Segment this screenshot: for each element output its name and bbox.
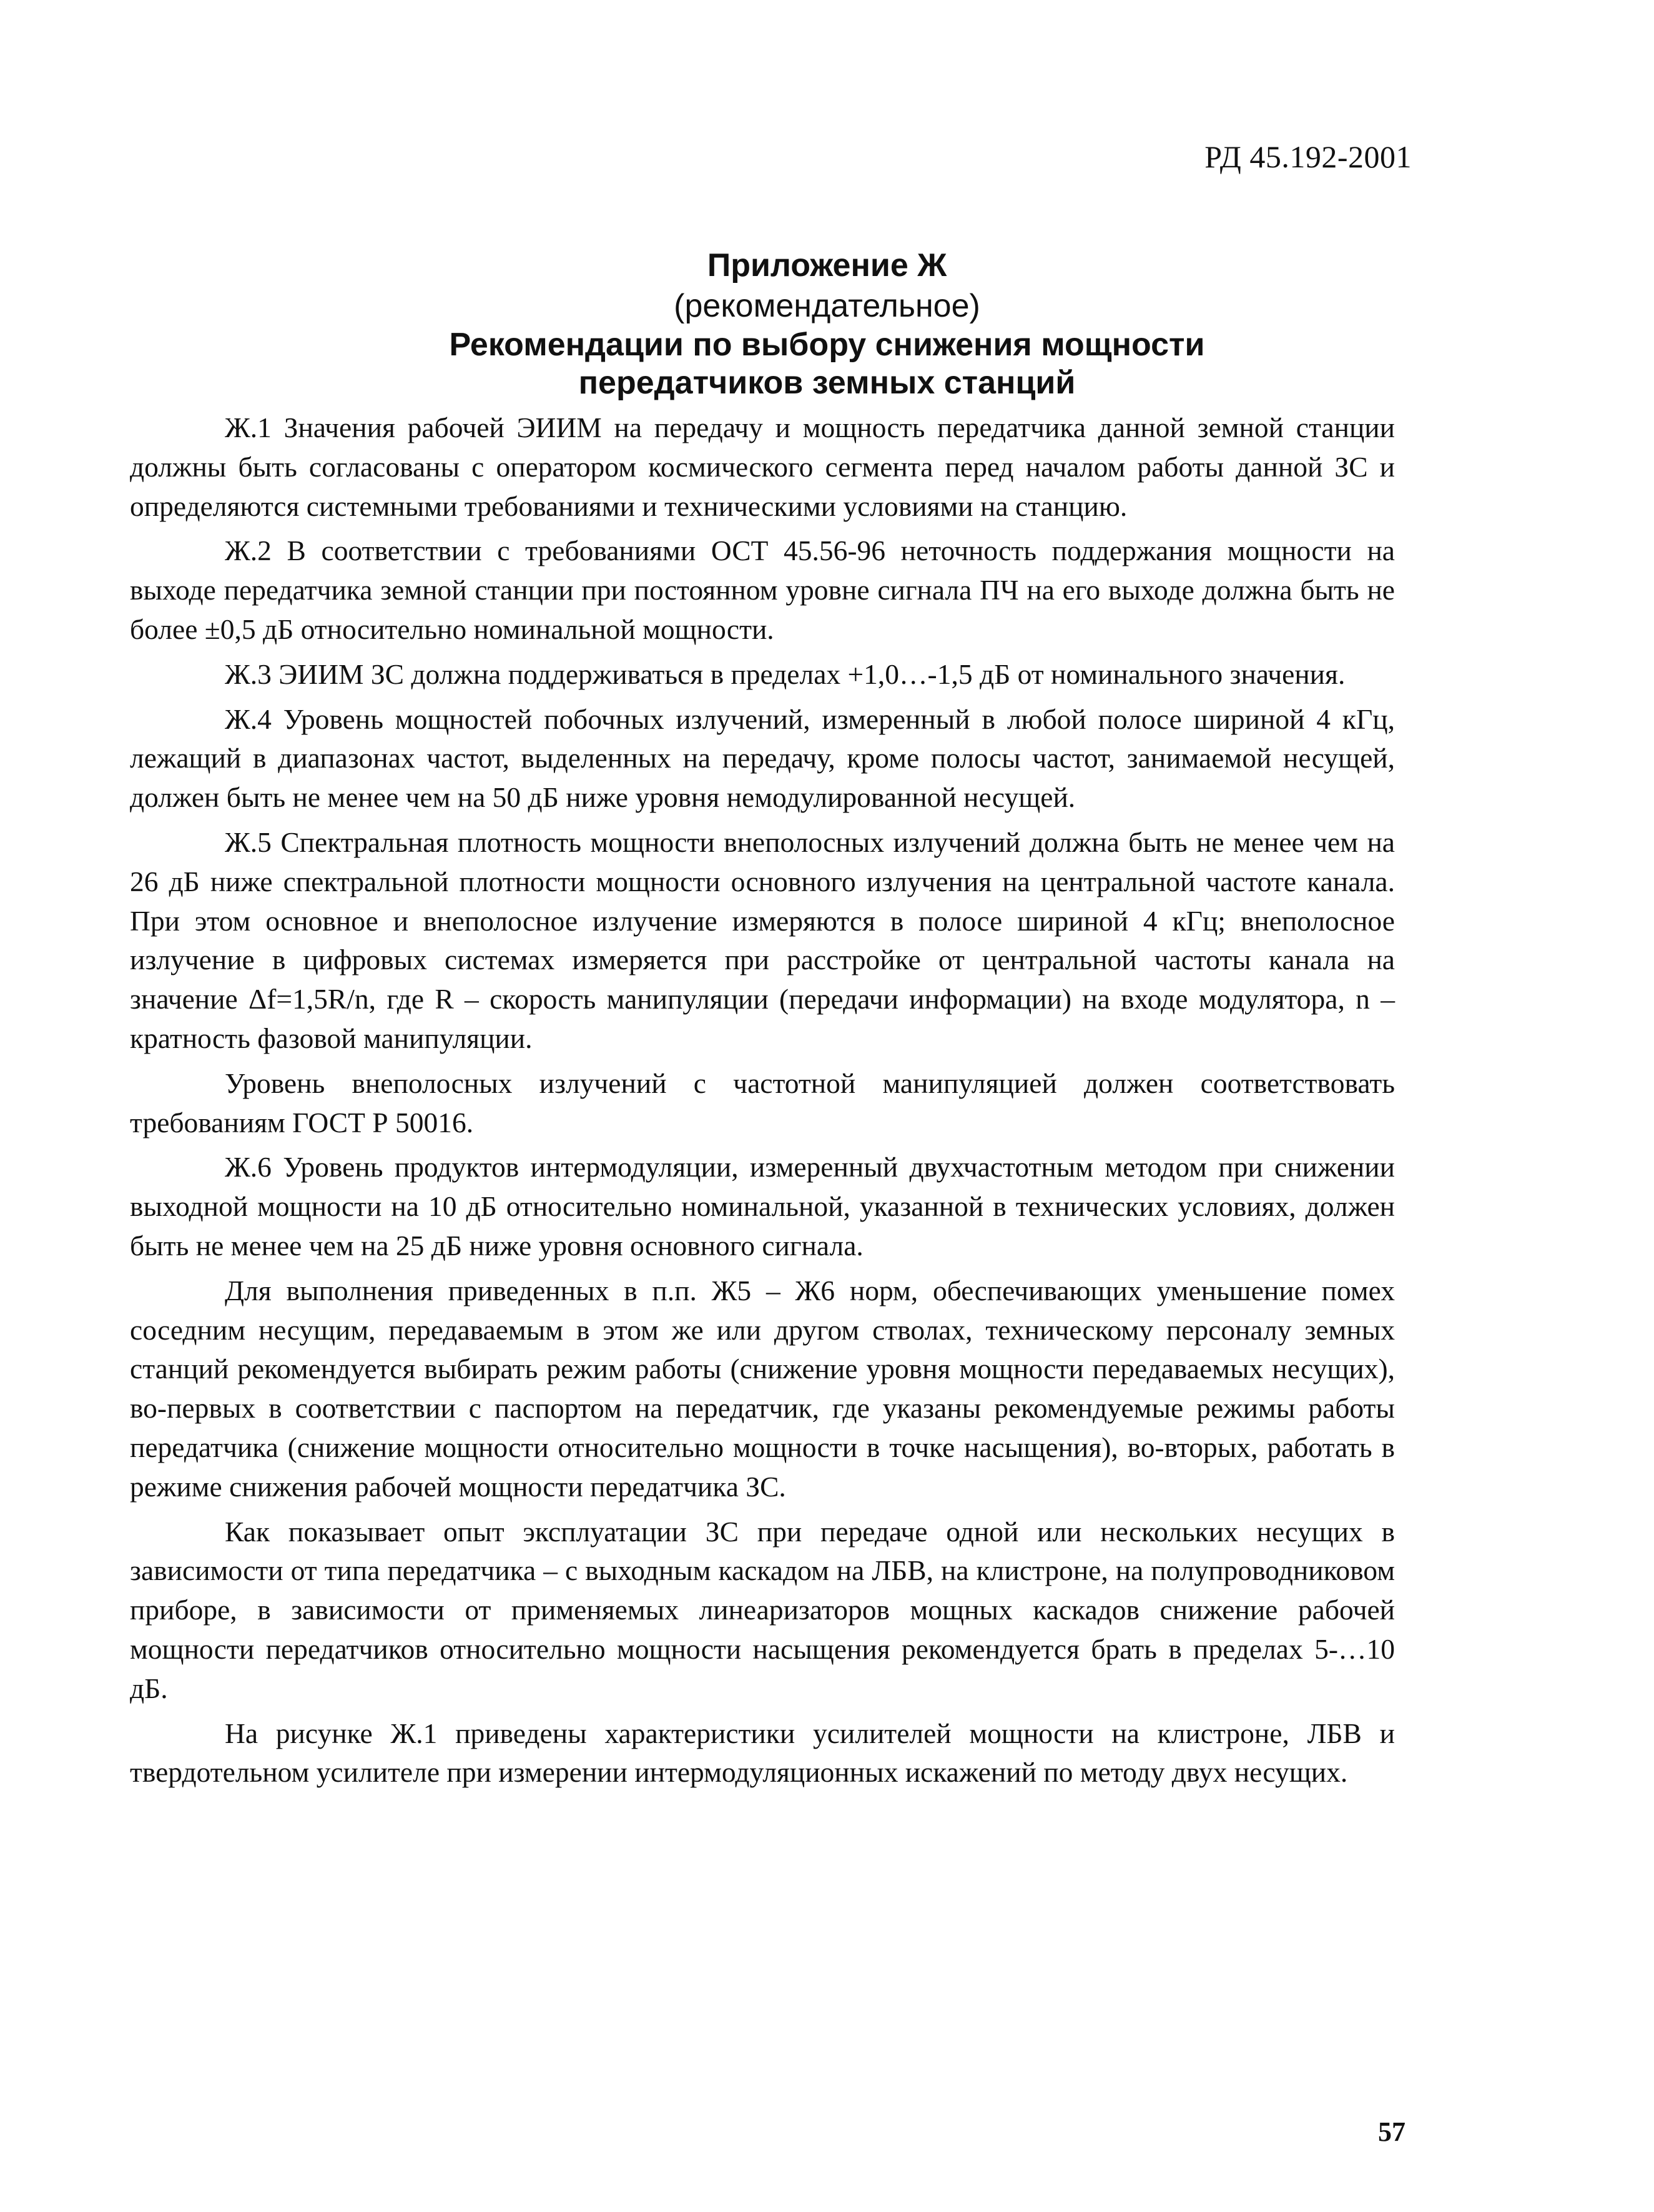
paragraph-zh4: Ж.4 Уровень мощностей побочных излучений, измеренный в любой полосе шириной 4 кГц, лежащий в диапазонах частот, выделенных на передачу, кроме полосы частот, занимаемой несущей, должен быть не менее чем на 50 дБ ниже уровня немодулированной несущей.	[130, 703, 1395, 814]
paragraph-out-of-band-level: Уровень внеполосных излучений с частотной манипуляцией должен соответствовать требованиям ГОСТ Р 50016.	[130, 1067, 1395, 1138]
appendix-title: Приложение Ж	[707, 247, 947, 284]
paragraph-zh5: Ж.5 Спектральная плотность мощности внеполосных излучений должна быть не менее чем на 26 дБ ниже спектральной плотности мощности основного излучения на центральной частоте канала. При этом основное и внеполосное излучение измеряются в полосе шириной 4 кГц; внеполосное излучение в цифровых системах измеряется при расстройке от центральной частоты канала на значение Δf=1,5R/n, где R – скорость манипуляции (передачи информации) на входе модулятора, n – кратность фазовой манипуляции.	[130, 826, 1395, 1054]
paragraph-zh6: Ж.6 Уровень продуктов интермодуляции, измеренный двухчастотным методом при снижении выходной мощности на 10 дБ относительно номинальной, указанной в технических условиях, должен быть не менее чем на 25 дБ ниже уровня основного сигнала.	[130, 1151, 1395, 1262]
appendix-subtitle-line2: передатчиков земных станций	[578, 365, 1076, 401]
page-number: 57	[1378, 2116, 1405, 2147]
paragraph-zh1: Ж.1 Значения рабочей ЭИИМ на передачу и мощность передатчика данной земной станции должны быть согласованы с оператором космического сегмента перед началом работы данной ЗС и определяются системными требованиями и техническими условиями на станцию.	[130, 412, 1395, 522]
body-text	[130, 408, 1395, 1798]
paragraph-zh3: Ж.3 ЭИИМ ЗС должна поддерживаться в пределах +1,0…-1,5 дБ от номинального значения.	[225, 658, 1346, 690]
paragraph-norms-recommendation: Для выполнения приведенных в п.п. Ж5 – Ж6 норм, обеспечивающих уменьшение помех соседним несущим, передаваемым в этом же или другом стволах, техническому персоналу земных станций рекомендуется выбирать режим работы (снижение уровня мощности передаваемых несущих), во-первых в соответствии с паспортом на передатчик, где указаны рекомендуемые режимы работы передатчика (снижение мощности относительно мощности в точке насыщения), во-вторых, работать в режиме снижения рабочей мощности передатчика ЗС.	[130, 1274, 1395, 1503]
paragraph-figure-reference: На рисунке Ж.1 приведены характеристики усилителей мощности на клистроне, ЛБВ и твердотельном усилителе при измерении интермодуляционных искажений по методу двух несущих.	[130, 1717, 1395, 1789]
appendix-subtitle-line1: Рекомендации по выбору снижения мощности	[449, 327, 1205, 363]
paragraph-zh2: Ж.2 В соответствии с требованиями ОСТ 45.56-96 неточность поддержания мощности на выходе передатчика земной станции при постоянном уровне сигнала ПЧ на его выходе должна быть не более ±0,5 дБ относительно номинальной мощности.	[130, 535, 1395, 645]
appendix-status: (рекомендательное)	[674, 288, 980, 324]
paragraph-operation-experience: Как показывает опыт эксплуатации ЗС при передаче одной или нескольких несущих в зависимости от типа передатчика – с выходным каскадом на ЛБВ, на клистроне, на полупроводниковом приборе, в зависимости от применяемых линеаризаторов мощных каскадов снижение рабочей мощности передатчиков относительно мощности насыщения рекомендуется брать в пределах 5-…10 дБ.	[130, 1515, 1395, 1704]
document-code: РД 45.192-2001	[1204, 139, 1412, 174]
